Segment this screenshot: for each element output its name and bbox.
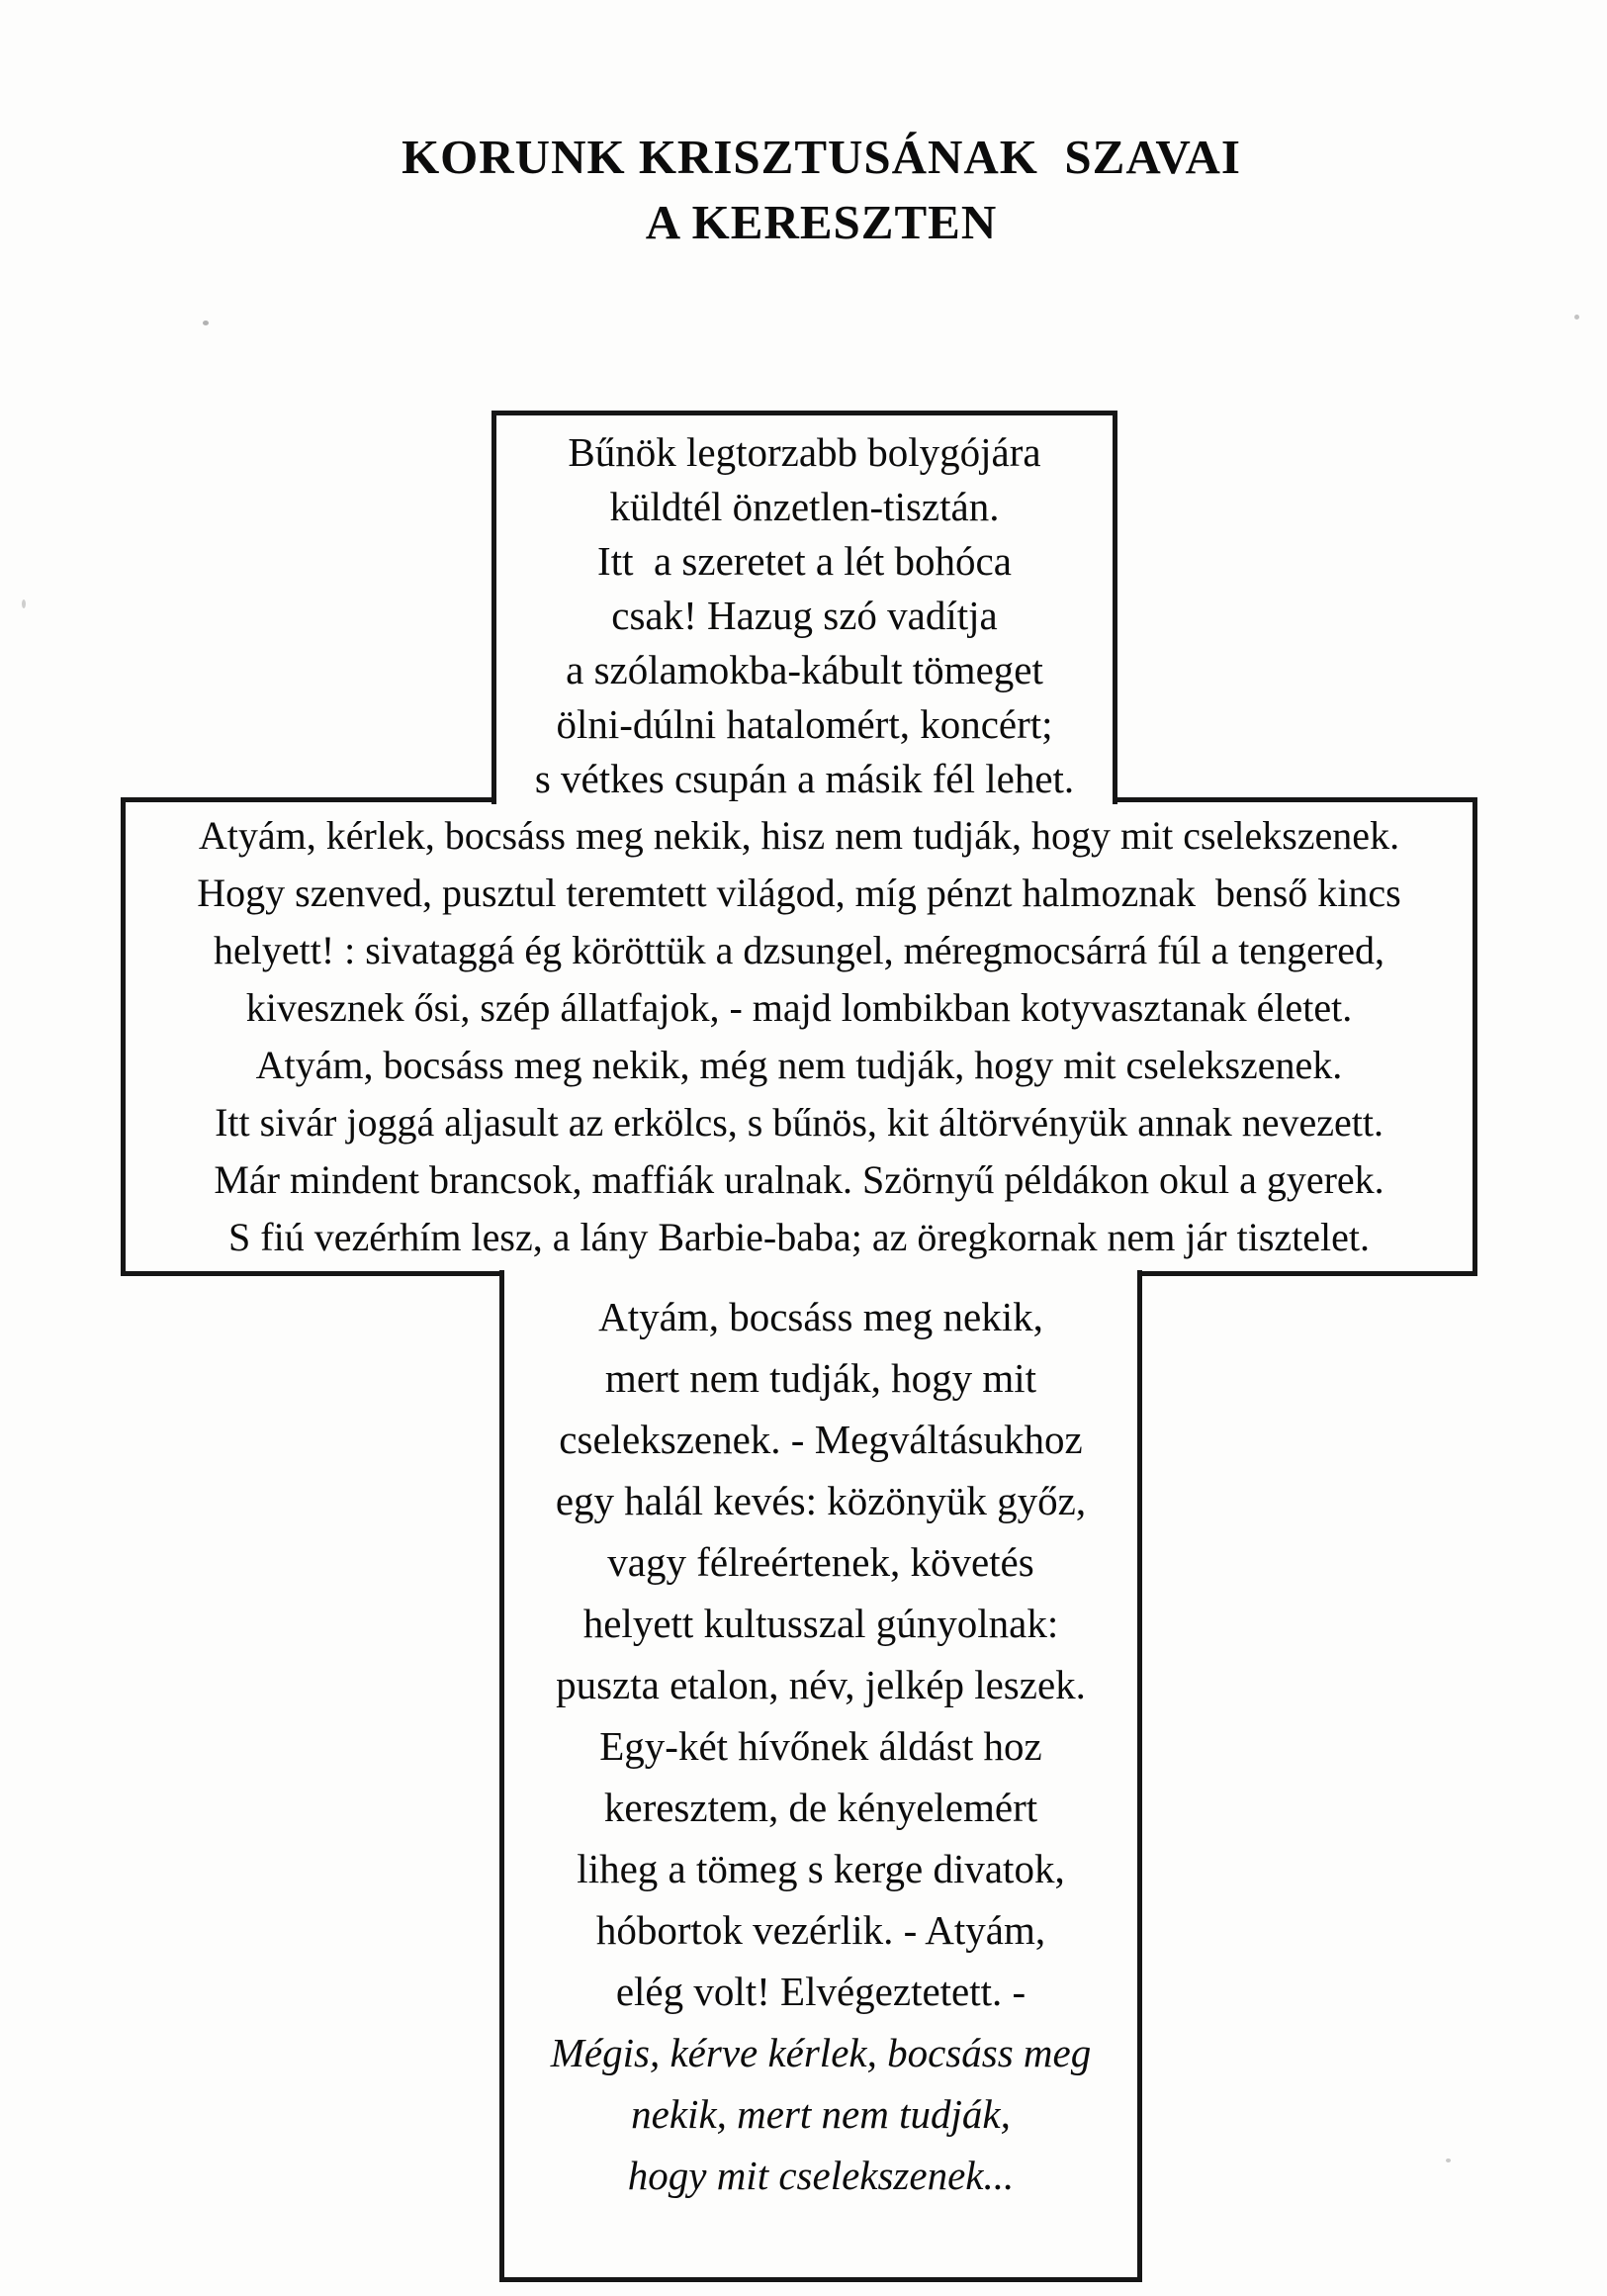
poem-line: helyett kultusszal gúnyolnak: <box>582 1601 1059 1646</box>
poem-line: Mégis, kérve kérlek, bocsáss meg <box>550 2030 1092 2075</box>
poem-line: küldtél önzetlen-tisztán. <box>609 484 1000 529</box>
poem-line: cselekszenek. - Megváltásukhoz <box>559 1417 1083 1462</box>
cross-top-arm <box>491 411 1117 804</box>
poem-line: s vétkes csupán a másik fél lehet. <box>534 756 1075 801</box>
poem-line: keresztem, de kényelemért <box>603 1785 1038 1830</box>
cross-bottom-arm-italic-text <box>504 2022 1137 2206</box>
poem-line: kivesznek ősi, szép állatfajok, - majd lombikban kotyvasztanak életet. <box>245 985 1353 1030</box>
poem-line: hóbortok vezérlik. - Atyám, <box>595 1907 1046 1953</box>
poem-line: Atyám, bocsáss meg nekik, <box>598 1294 1043 1339</box>
poem-line: Atyám, kérlek, bocsáss meg nekik, hisz nem tudják, hogy mit cselekszenek. <box>198 813 1400 858</box>
poem-line: elég volt! Elvégeztetett. - <box>615 1969 1027 2014</box>
poem-line: csak! Hazug szó vadítja <box>611 593 998 638</box>
poem-line: liheg a tömeg s kerge divatok, <box>577 1846 1065 1891</box>
poem-line: ölni-dúlni hatalomért, koncért; <box>556 701 1053 747</box>
scan-artifact <box>1446 2158 1451 2162</box>
poem-line: Itt a szeretet a lét bohóca <box>597 538 1012 584</box>
poem-line: Itt sivár joggá aljasult az erkölcs, s bűnös, kit áltörvényük annak nevezett. <box>215 1100 1384 1145</box>
cross-bottom-arm-text <box>504 1286 1137 2022</box>
page-title-line-2: A KERESZTEN <box>645 195 998 249</box>
scan-artifact <box>1574 315 1579 320</box>
poem-line: helyett! : sivataggá ég köröttük a dzsungel, méregmocsárrá fúl a tengered, <box>214 928 1384 972</box>
poem-line: vagy félreértenek, követés <box>607 1539 1034 1585</box>
poem-line: Atyám, bocsáss meg nekik, még nem tudják, hogy mit cselekszenek. <box>255 1043 1343 1087</box>
cross-beam-text <box>126 807 1473 1266</box>
poem-line: puszta etalon, név, jelkép leszek. <box>556 1662 1086 1707</box>
page-title <box>18 125 1607 255</box>
poem-line: a szólamokba-kábult tömeget <box>566 647 1043 692</box>
poem-line: nekik, mert nem tudják, <box>631 2091 1011 2137</box>
cross-beam <box>121 797 1477 1276</box>
page-title-line-1: KORUNK KRISZTUSÁNAK SZAVAI <box>402 130 1241 184</box>
cross-bottom-arm <box>499 1270 1142 2282</box>
poem-line: Bűnök legtorzabb bolygójára <box>568 429 1041 475</box>
poem-line: egy halál kevés: közönyük győz, <box>555 1478 1087 1523</box>
poem-line: S fiú vezérhím lesz, a lány Barbie-baba; az öregkornak nem jár tisztelet. <box>228 1215 1370 1259</box>
poem-line: Már mindent brancsok, maffiák uralnak. Szörnyű példákon okul a gyerek. <box>214 1157 1384 1202</box>
poem-line: mert nem tudják, hogy mit <box>604 1355 1037 1401</box>
scan-artifact <box>22 599 26 608</box>
poem-line: Hogy szenved, pusztul teremtett világod, míg pénzt halmoznak benső kincs <box>197 871 1401 915</box>
scan-artifact <box>203 321 209 325</box>
poem-line: hogy mit cselekszenek... <box>627 2153 1015 2198</box>
cross-top-arm-text <box>496 425 1113 806</box>
poem-line: Egy-két hívőnek áldást hoz <box>599 1723 1042 1769</box>
